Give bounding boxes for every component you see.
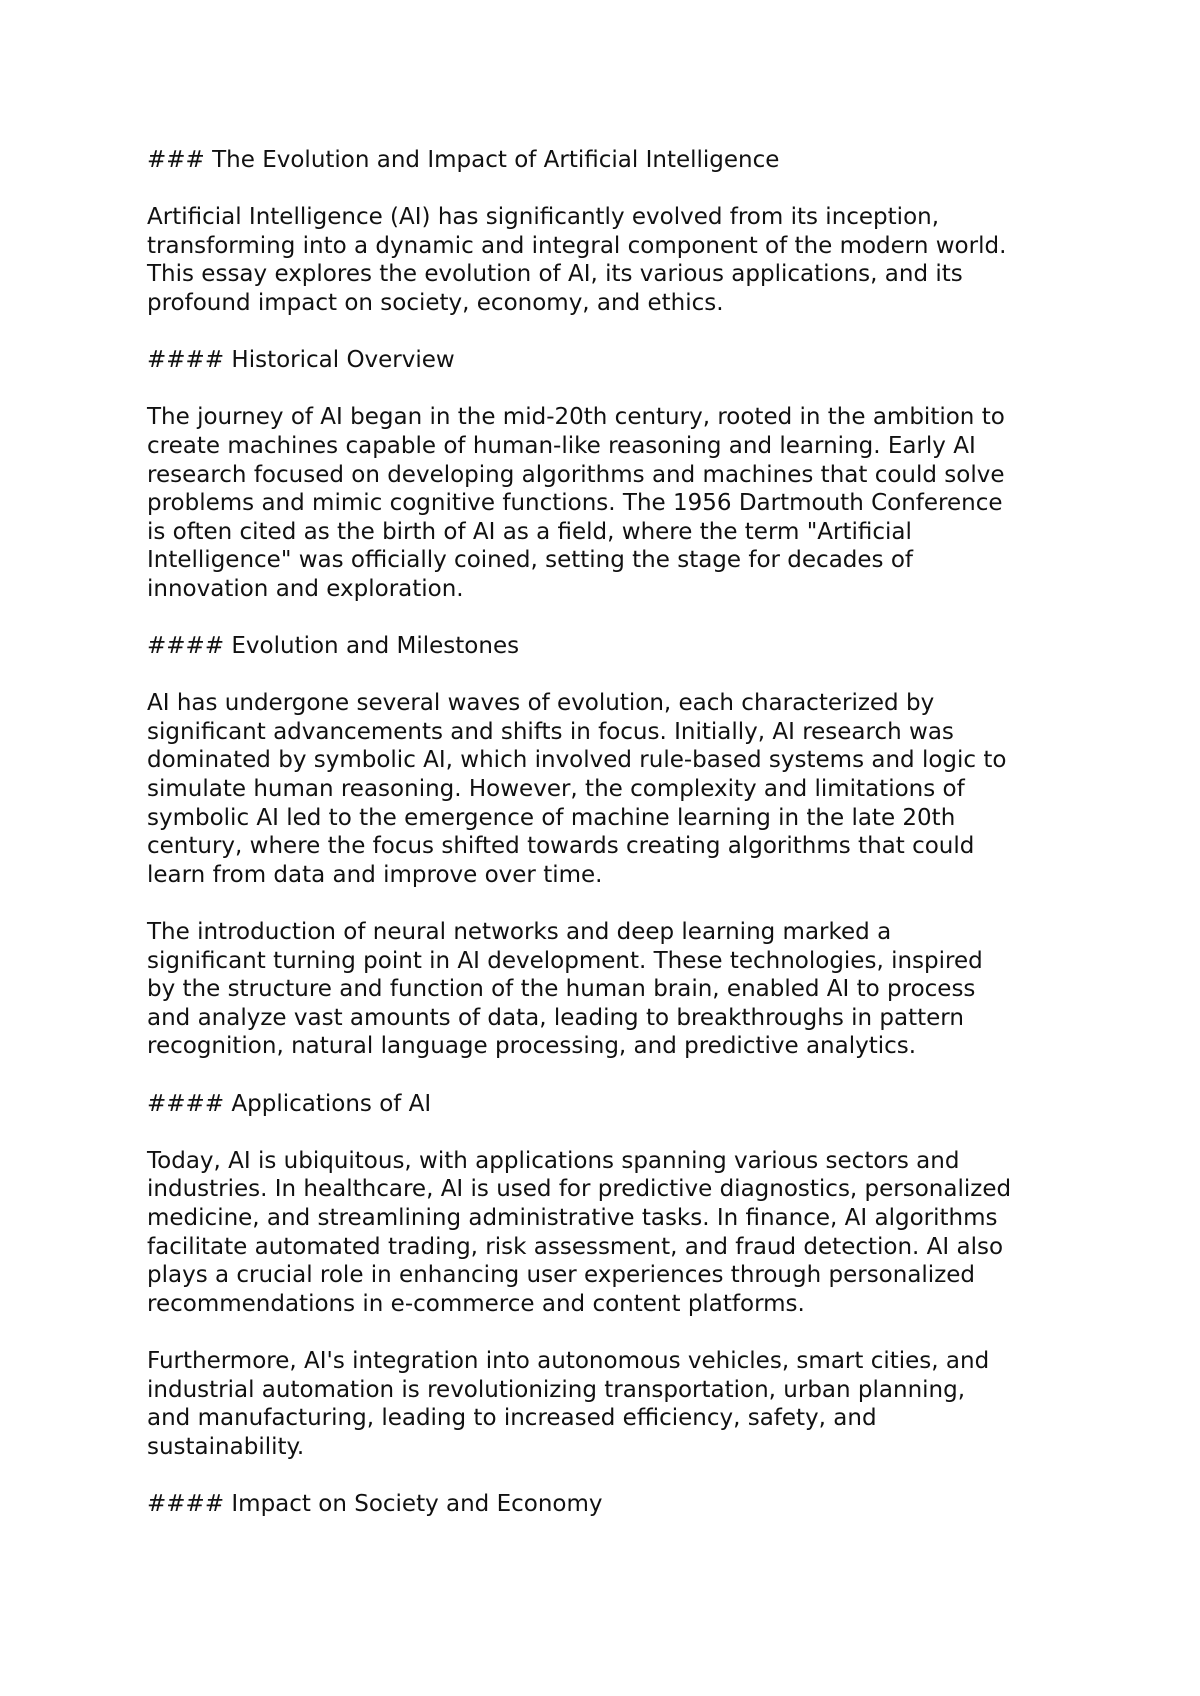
applications-paragraph-2: Furthermore, AI's integration into autonomous vehicles, smart cities, and industrial automation is revolutionizing transportation, urban planning, and manufacturing, leading to increased efficiency, safety, and sustainability. [147,1347,990,1460]
historical-overview-paragraph: The journey of AI began in the mid-20th century, rooted in the ambition to create machines capable of human-like reasoning and learning. Early AI research focused on developing algorithms and machines that could solve problems and mimic cognitive functions. The 1956 Dartmouth Conference is often cited as the birth of AI as a field, where the term "Artificial Intelligence" was officially coined, setting the stage for decades of innovation and exploration. [147,404,1005,602]
section-heading-applications: #### Applications of AI [147,1090,432,1117]
intro-paragraph: Artificial Intelligence (AI) has significantly evolved from its inception, transforming into a dynamic and integral component of the modern world. This essay explores the evolution of AI, its various applications, and its profound impact on society, economy, and ethics. [147,204,1007,316]
evolution-paragraph-2: The introduction of neural networks and deep learning marked a significant turning point in AI development. These technologies, inspired by the structure and function of the human brain, enabled AI to process and analyze vast amounts of data, leading to breakthroughs in pattern recognition, natural language processing, and predictive analytics. [147,919,983,1060]
evolution-paragraph-1: AI has undergone several waves of evolution, each characterized by significant advancements and shifts in focus. Initially, AI research was dominated by symbolic AI, which involved rule-based systems and logic to simulate human reasoning. However, the complexity and limitations of symbolic AI led to the emergence of machine learning in the late 20th century, where the focus shifted towards creating algorithms that could learn from data and improve over time. [147,690,1007,888]
section-heading-impact-society-economy: #### Impact on Society and Economy [147,1490,603,1517]
document-title: ### The Evolution and Impact of Artificial Intelligence [147,147,780,173]
section-heading-historical-overview: #### Historical Overview [147,347,455,374]
document-body [147,146,1077,1547]
applications-paragraph-1: Today, AI is ubiquitous, with applications spanning various sectors and industries. In healthcare, AI is used for predictive diagnostics, personalized medicine, and streamlining administrative tasks. In finance, AI algorithms facilitate automated trading, risk assessment, and fraud detection. AI also plays a crucial role in enhancing user experiences through personalized recommendations in e-commerce and content platforms. [147,1147,1012,1317]
section-heading-evolution-milestones: #### Evolution and Milestones [147,633,520,660]
